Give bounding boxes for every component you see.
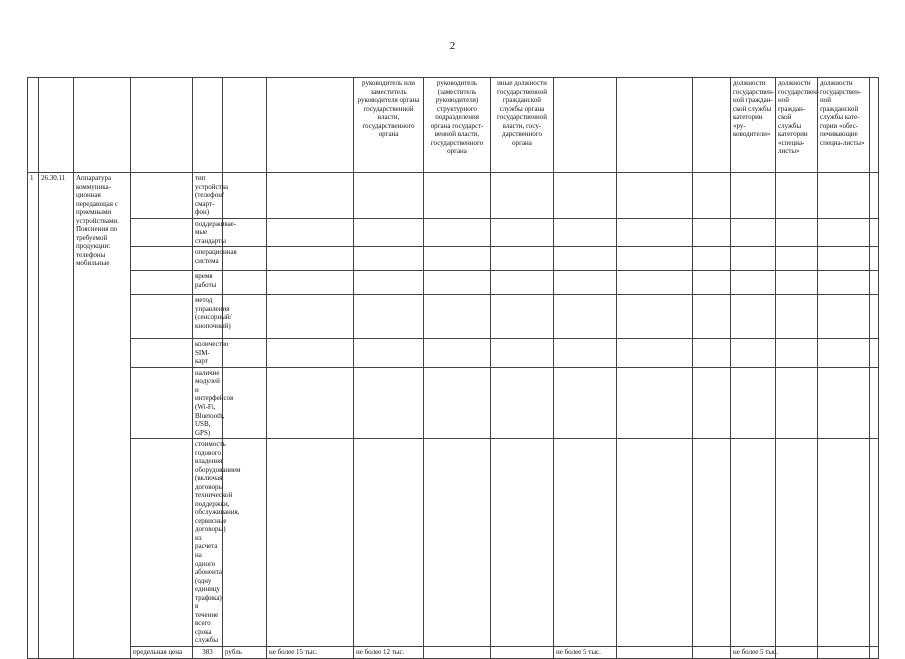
unit-name: рубль	[223, 646, 267, 658]
table-row	[28, 339, 879, 368]
header-cell: руководитель или заместитель руководителя органа государственной власти, государственного органа	[354, 78, 424, 173]
table-row	[28, 367, 879, 438]
characteristic-label: поддерживае-мые стандарты	[193, 218, 223, 247]
table-row	[28, 439, 879, 647]
price-row	[28, 646, 879, 658]
header-cell: должности государствен-ной гражданской службы кате-гории «обес-печивающие специа-листы»	[818, 78, 870, 173]
characteristic-label: время работы	[193, 271, 223, 295]
table-row	[28, 247, 879, 271]
header-row	[28, 78, 879, 173]
requirements-table	[27, 77, 879, 659]
table-row	[28, 218, 879, 247]
price-value: не более 12 тыс.	[354, 646, 424, 658]
table-row	[28, 295, 879, 339]
table-row	[28, 173, 879, 219]
characteristic-label: метод управления (сенсорный/ кнопочный)	[193, 295, 223, 339]
header-cell: должности государствен-ной граждан-ской службы категории «специа-листы»	[776, 78, 818, 173]
header-cell: иные должности государственной гражданской службы органа государственной власти, госу-дарственного органа	[491, 78, 554, 173]
item-code: 26.30.11	[39, 173, 74, 659]
okei-code: 383	[193, 646, 223, 658]
price-value: не более 5 тыс.	[554, 646, 617, 658]
characteristic-label: наличие модулей и интерфейсов (Wi-Fi, Bluetooth, USB, GPS)	[193, 367, 223, 438]
header-cell: руководитель (заместитель руководителя) структурного подразделения органа государст-венной власти, государственного органа	[424, 78, 491, 173]
price-label: предельная цена	[131, 646, 193, 658]
characteristic-label: количество SIM-карт	[193, 339, 223, 368]
characteristic-label: стоимость годового владения оборудованием (включая договоры технической поддержки, обслуживания, сервисные договоры) из расчета на одного абонента (одну единицу трафика) в течение всего срока службы	[193, 439, 223, 647]
item-number: 1	[28, 173, 39, 659]
table-row	[28, 271, 879, 295]
price-value: не более 5 тыс.	[731, 646, 776, 658]
item-name: Аппаратура коммуника-ционная передающая с приемными устройствами. Пояснения по требуемой продукции: телефоны мобильные	[74, 173, 131, 659]
characteristic-label: тип устройства (телефон/смарт-фон)	[193, 173, 223, 219]
characteristic-label: операционная система	[193, 247, 223, 271]
price-value: не более 15 тыс.	[267, 646, 354, 658]
page-number: 2	[449, 40, 456, 52]
header-cell: должности государствен-ной граждан-ской службы категории «ру-ководители»	[731, 78, 776, 173]
